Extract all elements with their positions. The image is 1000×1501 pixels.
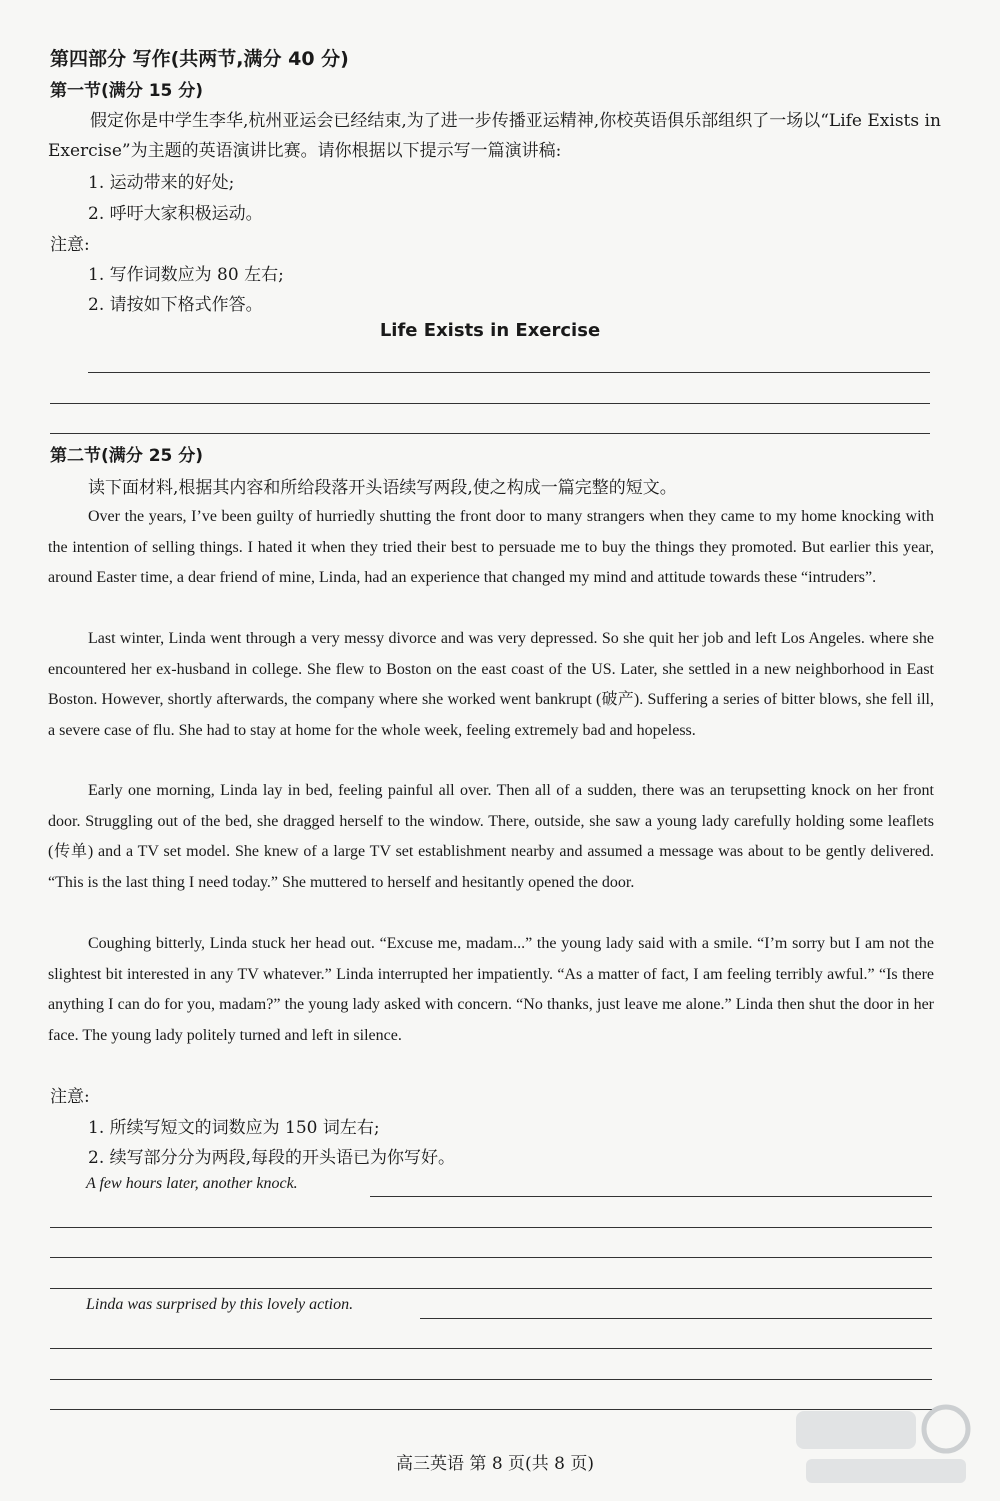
section2-note-label: 注意:: [50, 1087, 90, 1107]
section2-note-2: 2. 续写部分分为两段,每段的开头语已为你写好。: [88, 1148, 456, 1168]
section1-hint-2: 2. 呼吁大家积极运动。: [88, 204, 263, 224]
continuation-prompt-2: Linda was surprised by this lovely action.: [86, 1296, 354, 1313]
answer-line: [370, 1196, 932, 1197]
story-paragraph: Last winter, Linda went through a very messy divorce and was very depressed. So she quit her job and left Los Angeles. where she encountered her ex-husband in college. She flew to Boston on the east coast of the US. Later, she settled in a new neighborhood in East Boston. However, shortly afterwards, the company where she worked went bankrupt (破产). Suffering a series of bitter blows, she fell ill, a severe case of flu. She had to stay at home for the whole week, feeling extremely bad and hopeless.: [48, 630, 934, 739]
watermark-logo-icon: [786, 1401, 976, 1491]
essay-title: Life Exists in Exercise: [379, 320, 601, 341]
section1-note-1: 1. 写作词数应为 80 左右;: [88, 265, 284, 285]
section2-instruction: 读下面材料,根据其内容和所给段落开头语续写两段,使之构成一篇完整的短文。: [88, 478, 677, 498]
answer-line: [50, 1379, 932, 1380]
answer-line: [88, 372, 930, 373]
continuation-prompt-1: A few hours later, another knock.: [86, 1175, 298, 1192]
section1-note-label: 注意:: [50, 235, 90, 255]
answer-line: [420, 1318, 932, 1319]
answer-line: [50, 433, 930, 434]
answer-line: [50, 1288, 932, 1289]
section2-title: 第二节(满分 25 分): [50, 446, 204, 466]
part-title: 第四部分 写作(共两节,满分 40 分): [50, 48, 349, 70]
section1-note-2: 2. 请按如下格式作答。: [88, 295, 263, 315]
answer-line: [50, 1227, 932, 1228]
answer-line: [50, 1348, 932, 1349]
section2-note-1: 1. 所续写短文的词数应为 150 词左右;: [88, 1118, 380, 1138]
story-paragraph: Over the years, I’ve been guilty of hurriedly shutting the front door to many strangers when they came to my home knocking with the intention of selling things. I hated it when they tried their best to persuade me to buy the things they promoted. But earlier this year, around Easter time, a dear friend of mine, Linda, had an experience that changed my mind and attitude towards these “intruders”.: [48, 508, 934, 586]
page-footer: 高三英语 第 8 页(共 8 页): [396, 1454, 594, 1474]
section1-title: 第一节(满分 15 分): [50, 81, 204, 101]
section1-prompt: 假定你是中学生李华,杭州亚运会已经结束,为了进一步传播亚运精神,你校英语俱乐部组织了一场以“Life Exists in Exercise”为主题的英语演讲比赛。请你根据以下提示写一篇演讲稿:: [48, 111, 941, 161]
answer-line: [50, 1257, 932, 1258]
section1-hint-1: 1. 运动带来的好处;: [88, 173, 235, 193]
story-paragraph: Coughing bitterly, Linda stuck her head out. “Excuse me, madam...” the young lady said with a smile. “I’m sorry but I am not the slightest bit interested in any TV whatever.” Linda interrupted her impatiently. “As a matter of fact, I am feeling terribly awful.” “Is there anything I can do for you, madam?” the young lady asked with concern. “No thanks, just leave me alone.” Linda then shut the door in her face. The young lady politely turned and left in silence.: [48, 935, 934, 1044]
answer-line: [50, 403, 930, 404]
story-paragraph: Early one morning, Linda lay in bed, feeling painful all over. Then all of a sudden, there was an terupsetting knock on her front door. Struggling out of the bed, she dragged herself to the window. There, outside, she saw a young lady carefully holding some leaflets (传单) and a TV set model. She knew of a large TV set establishment nearby and assumed a message was about to be gently delivered. “This is the last thing I need today.” She muttered to herself and hesitantly opened the door.: [48, 782, 934, 891]
